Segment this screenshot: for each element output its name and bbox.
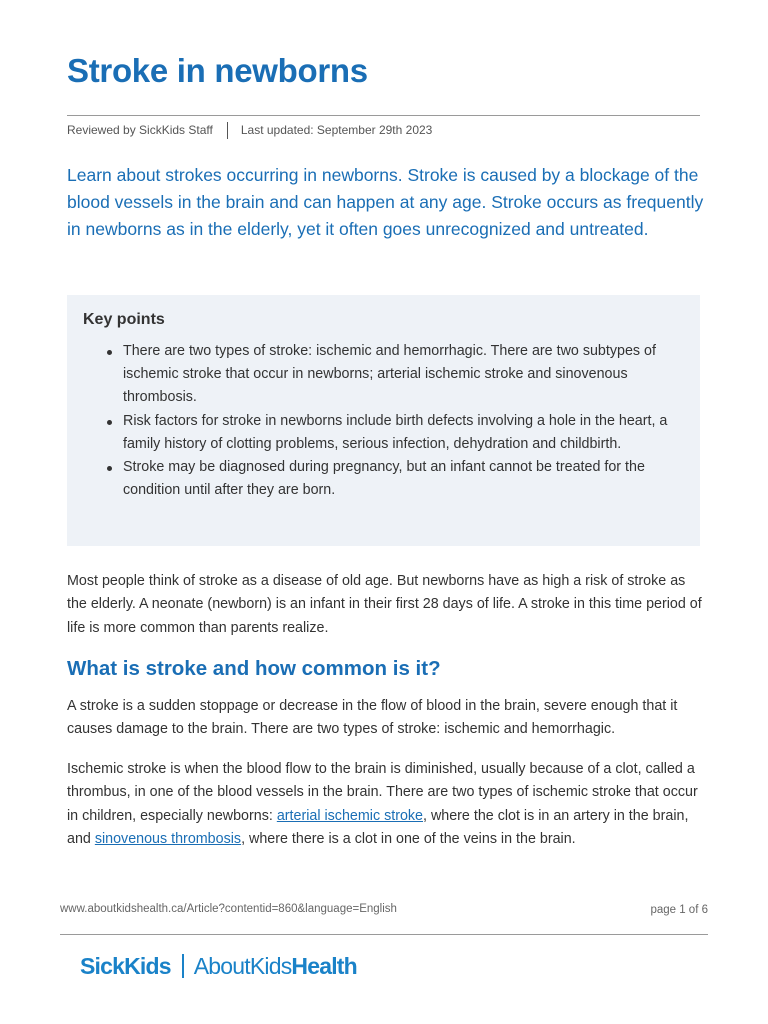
key-points-heading: Key points <box>83 311 165 328</box>
footer-url: www.aboutkidshealth.ca/Article?contentid=860&language=English <box>60 903 397 915</box>
article-meta <box>67 121 432 139</box>
paragraph-text: , where the clot is in an artery in the brain, and <box>67 807 689 847</box>
sickkids-logo-text: SickKids <box>80 952 171 979</box>
logo-separator <box>182 954 184 978</box>
paragraph-text: Ischemic stroke is when the blood flow to the brain is diminished, usually because of a clot, called a thrombus, in one of the blood vessels in the brain. There are two types of ischemic stroke that occur in children, especially newborns: <box>67 761 698 824</box>
page-number: page 1 of 6 <box>650 904 708 916</box>
key-point-item: Risk factors for stroke in newborns include birth defects involving a hole in the heart, a family history of clotting problems, serious infection, dehydration and childbirth. <box>123 410 684 456</box>
paragraph-text: , where there is a clot in one of the veins in the brain. <box>241 830 576 847</box>
key-point-item: Stroke may be diagnosed during pregnancy, but an infant cannot be treated for the condition until after they are born. <box>123 456 684 502</box>
reviewed-by: Reviewed by SickKids Staff <box>67 123 213 137</box>
sinovenous-thrombosis-link[interactable]: sinovenous thrombosis <box>94 830 242 847</box>
key-points-box <box>67 295 700 546</box>
ischemic-stroke-paragraph <box>67 758 707 851</box>
meta-separator <box>227 122 228 139</box>
title-divider <box>67 115 700 116</box>
stroke-definition-paragraph: A stroke is a sudden stoppage or decrease in the flow of blood in the brain, severe enough that it causes damage to the brain. There are two types of stroke: ischemic and hemorrhagic. <box>67 698 678 738</box>
key-points-list <box>83 340 684 502</box>
footer-divider <box>60 934 708 935</box>
lead-paragraph: Learn about strokes occurring in newborns. Stroke is caused by a blockage of the blood vessels in the brain and can happen at any age. Stroke occurs as frequently in newborns as in the elderly, yet it often goes unrecognized and untreated. <box>67 165 704 239</box>
intro-paragraph: Most people think of stroke as a disease of old age. But newborns have as high a risk of stroke as the elderly. A neonate (newborn) is an infant in their first 28 days of life. A stroke in this time period of life is more common than parents realize. <box>67 573 702 636</box>
brand-logo <box>80 951 357 981</box>
key-point-item: There are two types of stroke: ischemic and hemorrhagic. There are two subtypes of ischemic stroke that occur in newborns; arterial ischemic stroke and sinovenous thrombosis. <box>123 340 684 410</box>
aboutkids-logo-text: AboutKids <box>193 952 292 979</box>
page-title: Stroke in newborns <box>67 52 368 89</box>
last-updated: Last updated: September 29th 2023 <box>240 123 433 137</box>
arterial-ischemic-stroke-link[interactable]: arterial ischemic stroke <box>276 807 423 824</box>
health-logo-text: Health <box>291 952 357 979</box>
section-heading: What is stroke and how common is it? <box>67 657 441 680</box>
